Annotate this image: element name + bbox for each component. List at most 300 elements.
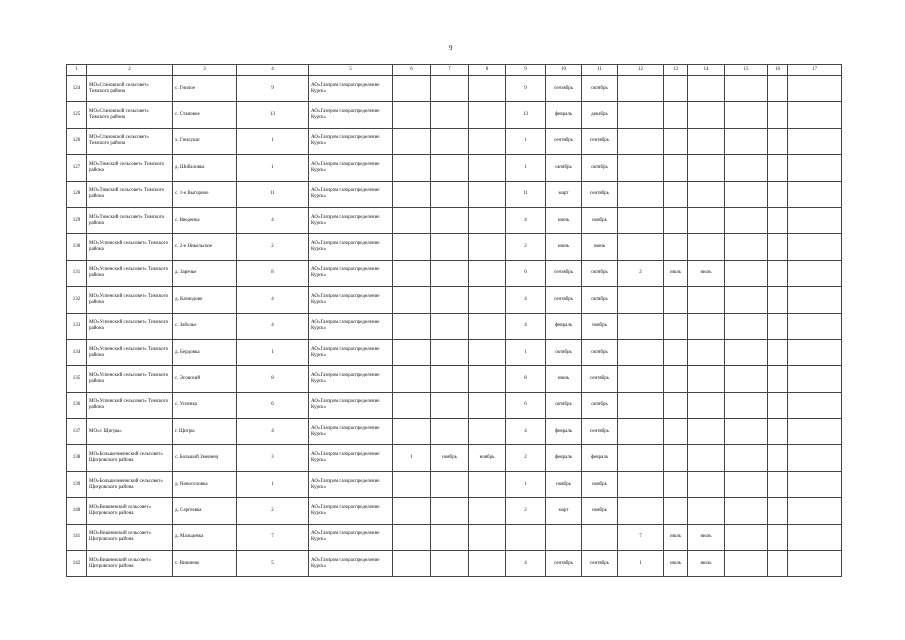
cell-col-9: 6 <box>506 392 546 418</box>
cell-col-7 <box>431 128 469 154</box>
cell-col-11: ноябрь <box>582 207 618 233</box>
cell-col-10: июнь <box>546 207 582 233</box>
cell-col-4: 4 <box>237 419 309 445</box>
cell-col-4: 2 <box>237 234 309 260</box>
cell-col-14 <box>688 498 725 524</box>
cell-col-8 <box>469 76 506 102</box>
cell-col-7 <box>431 524 469 550</box>
cell-col-4: 1 <box>237 339 309 365</box>
cell-col-9: 1 <box>506 471 546 497</box>
cell-col-7 <box>431 287 469 313</box>
cell-col-15 <box>725 339 768 365</box>
table-body <box>67 76 842 577</box>
cell-col-17 <box>788 445 842 471</box>
cell-col-6 <box>393 339 431 365</box>
cell-col-15 <box>725 392 768 418</box>
cell-col-7 <box>431 551 469 577</box>
cell-col-7 <box>431 339 469 365</box>
cell-col-15 <box>725 102 768 128</box>
cell-col-13 <box>664 234 688 260</box>
cell-col-1: 134 <box>67 339 87 365</box>
cell-col-14 <box>688 392 725 418</box>
cell-col-5: АО«Газпром газораспределение Курск» <box>309 392 393 418</box>
cell-col-12 <box>618 102 664 128</box>
cell-col-8 <box>469 339 506 365</box>
cell-col-17 <box>788 102 842 128</box>
cell-col-15 <box>725 524 768 550</box>
cell-col-10 <box>546 524 582 550</box>
column-header-15: 15 <box>725 65 768 76</box>
cell-col-13 <box>664 102 688 128</box>
cell-col-10: февраль <box>546 419 582 445</box>
cell-col-15 <box>725 313 768 339</box>
cell-col-3: д. Сергеевка <box>173 498 237 524</box>
cell-col-7 <box>431 313 469 339</box>
cell-col-6 <box>393 207 431 233</box>
cell-col-1: 138 <box>67 445 87 471</box>
cell-col-13 <box>664 155 688 181</box>
cell-col-12 <box>618 207 664 233</box>
cell-col-1: 131 <box>67 260 87 286</box>
cell-col-16 <box>768 181 788 207</box>
cell-col-8 <box>469 234 506 260</box>
cell-col-17 <box>788 207 842 233</box>
column-header-13: 13 <box>664 65 688 76</box>
cell-col-2: МО«Вишневский сельсовет» Щигровского района <box>87 524 173 550</box>
cell-col-2: МО«Успенский сельсовет» Тимского района <box>87 313 173 339</box>
cell-col-9: 13 <box>506 102 546 128</box>
cell-col-3: с. Становое <box>173 102 237 128</box>
cell-col-15 <box>725 76 768 102</box>
cell-col-1: 125 <box>67 102 87 128</box>
cell-col-14: июль <box>688 524 725 550</box>
cell-col-11: сентябрь <box>582 366 618 392</box>
cell-col-15 <box>725 498 768 524</box>
column-header-8: 8 <box>469 65 506 76</box>
cell-col-7: ноябрь <box>431 445 469 471</box>
cell-col-9: 1 <box>506 339 546 365</box>
cell-col-7 <box>431 207 469 233</box>
cell-col-7 <box>431 155 469 181</box>
cell-col-3: д. Бердовка <box>173 339 237 365</box>
cell-col-17 <box>788 234 842 260</box>
table-row <box>67 339 842 365</box>
cell-col-14 <box>688 155 725 181</box>
cell-col-5: АО«Газпром газораспределение Курск» <box>309 419 393 445</box>
cell-col-1: 139 <box>67 471 87 497</box>
column-header-17: 17 <box>788 65 842 76</box>
cell-col-5: АО«Газпром газораспределение Курск» <box>309 313 393 339</box>
cell-col-11: февраль <box>582 445 618 471</box>
cell-col-7 <box>431 181 469 207</box>
cell-col-16 <box>768 551 788 577</box>
cell-col-5: АО«Газпром газораспределение Курск» <box>309 551 393 577</box>
cell-col-13 <box>664 181 688 207</box>
cell-col-13 <box>664 313 688 339</box>
cell-col-12 <box>618 445 664 471</box>
cell-col-17 <box>788 551 842 577</box>
column-header-11: 11 <box>582 65 618 76</box>
cell-col-1: 135 <box>67 366 87 392</box>
cell-col-16 <box>768 76 788 102</box>
cell-col-11: сентябрь <box>582 181 618 207</box>
cell-col-16 <box>768 471 788 497</box>
cell-col-11: ноябрь <box>582 313 618 339</box>
cell-col-15 <box>725 234 768 260</box>
header-row <box>67 65 842 76</box>
cell-col-16 <box>768 366 788 392</box>
column-header-12: 12 <box>618 65 664 76</box>
cell-col-8 <box>469 155 506 181</box>
cell-col-10: февраль <box>546 313 582 339</box>
cell-col-8 <box>469 524 506 550</box>
cell-col-12 <box>618 498 664 524</box>
cell-col-6 <box>393 76 431 102</box>
cell-col-11: октябрь <box>582 339 618 365</box>
cell-col-17 <box>788 392 842 418</box>
cell-col-9: 2 <box>506 234 546 260</box>
cell-col-7 <box>431 76 469 102</box>
cell-col-11 <box>582 524 618 550</box>
cell-col-14 <box>688 339 725 365</box>
cell-col-5: АО«Газпром газораспределение Курск» <box>309 234 393 260</box>
cell-col-12 <box>618 76 664 102</box>
cell-col-9: 4 <box>506 287 546 313</box>
cell-col-2: МО«Становской сельсовет» Тимского района <box>87 76 173 102</box>
cell-col-16 <box>768 498 788 524</box>
cell-col-17 <box>788 471 842 497</box>
cell-col-5: АО«Газпром газораспределение Курск» <box>309 128 393 154</box>
cell-col-1: 137 <box>67 419 87 445</box>
cell-col-11: октябрь <box>582 260 618 286</box>
cell-col-7 <box>431 392 469 418</box>
cell-col-15 <box>725 445 768 471</box>
cell-col-14 <box>688 471 725 497</box>
cell-col-5: АО«Газпром газораспределение Курск» <box>309 207 393 233</box>
cell-col-7 <box>431 260 469 286</box>
table-row <box>67 551 842 577</box>
cell-col-2: МО«г. Щигры» <box>87 419 173 445</box>
cell-col-12 <box>618 234 664 260</box>
cell-col-11: сентябрь <box>582 128 618 154</box>
cell-col-1: 140 <box>67 498 87 524</box>
cell-col-12 <box>618 181 664 207</box>
cell-col-6 <box>393 498 431 524</box>
cell-col-2: МО«Тимский сельсовет» Тимского района <box>87 181 173 207</box>
cell-col-11: ноябрь <box>582 498 618 524</box>
cell-col-3: д. Шибаловка <box>173 155 237 181</box>
column-header-3: 3 <box>173 65 237 76</box>
cell-col-1: 130 <box>67 234 87 260</box>
cell-col-16 <box>768 287 788 313</box>
cell-col-6 <box>393 260 431 286</box>
table-row <box>67 102 842 128</box>
cell-col-15 <box>725 128 768 154</box>
cell-col-3: с. 2-е Никольское <box>173 234 237 260</box>
cell-col-17 <box>788 76 842 102</box>
cell-col-4: 7 <box>237 524 309 550</box>
cell-col-4: 11 <box>237 181 309 207</box>
cell-col-1: 126 <box>67 128 87 154</box>
cell-col-12 <box>618 419 664 445</box>
table-row <box>67 260 842 286</box>
column-header-7: 7 <box>431 65 469 76</box>
cell-col-11: октябрь <box>582 76 618 102</box>
cell-col-7 <box>431 234 469 260</box>
table-row <box>67 392 842 418</box>
cell-col-3: х. Гнилуши <box>173 128 237 154</box>
column-header-2: 2 <box>87 65 173 76</box>
cell-col-10: октябрь <box>546 392 582 418</box>
cell-col-2: МО«Успенский сельсовет» Тимского района <box>87 234 173 260</box>
column-header-4: 4 <box>237 65 309 76</box>
cell-col-6 <box>393 287 431 313</box>
cell-col-6 <box>393 366 431 392</box>
column-header-9: 9 <box>506 65 546 76</box>
cell-col-1: 128 <box>67 181 87 207</box>
cell-col-7 <box>431 419 469 445</box>
cell-col-11: сентябрь <box>582 551 618 577</box>
cell-col-5: АО«Газпром газораспределение Курск» <box>309 102 393 128</box>
cell-col-16 <box>768 339 788 365</box>
cell-col-5: АО«Газпром газораспределение Курск» <box>309 287 393 313</box>
cell-col-9: 2 <box>506 498 546 524</box>
cell-col-3: с. 1-е Выгорное <box>173 181 237 207</box>
cell-col-9: 1 <box>506 128 546 154</box>
cell-col-17 <box>788 128 842 154</box>
table-row <box>67 76 842 102</box>
cell-col-5: АО«Газпром газораспределение Курск» <box>309 524 393 550</box>
cell-col-10: ноябрь <box>546 471 582 497</box>
cell-col-12 <box>618 155 664 181</box>
table-row <box>67 234 842 260</box>
cell-col-10: февраль <box>546 445 582 471</box>
cell-col-17 <box>788 287 842 313</box>
cell-col-17 <box>788 260 842 286</box>
cell-col-6 <box>393 128 431 154</box>
cell-col-16 <box>768 128 788 154</box>
cell-col-2: МО«Успенский сельсовет» Тимского района <box>87 392 173 418</box>
cell-col-16 <box>768 155 788 181</box>
cell-col-4: 4 <box>237 287 309 313</box>
cell-col-6 <box>393 181 431 207</box>
cell-col-3: с. Вишнево <box>173 551 237 577</box>
cell-col-3: д. Мальцевка <box>173 524 237 550</box>
cell-col-9: 2 <box>506 445 546 471</box>
cell-col-10: март <box>546 498 582 524</box>
table-row <box>67 313 842 339</box>
cell-col-17 <box>788 498 842 524</box>
cell-col-15 <box>725 419 768 445</box>
cell-col-2: МО«Становской сельсовет» Тимского района <box>87 128 173 154</box>
cell-col-14 <box>688 287 725 313</box>
cell-col-8: ноябрь <box>469 445 506 471</box>
cell-col-16 <box>768 207 788 233</box>
cell-col-17 <box>788 366 842 392</box>
cell-col-8 <box>469 128 506 154</box>
cell-col-16 <box>768 392 788 418</box>
cell-col-17 <box>788 313 842 339</box>
cell-col-10: февраль <box>546 102 582 128</box>
cell-col-8 <box>469 471 506 497</box>
schedule-table <box>66 64 842 577</box>
cell-col-2: МО«Становской сельсовет» Тимского района <box>87 102 173 128</box>
cell-col-2: МО«Тимский сельсовет» Тимского района <box>87 207 173 233</box>
cell-col-1: 142 <box>67 551 87 577</box>
cell-col-11: сентябрь <box>582 419 618 445</box>
cell-col-13 <box>664 128 688 154</box>
cell-col-3: д. Казнодово <box>173 287 237 313</box>
cell-col-4: 13 <box>237 102 309 128</box>
cell-col-12 <box>618 128 664 154</box>
cell-col-15 <box>725 366 768 392</box>
cell-col-15 <box>725 551 768 577</box>
cell-col-9: 9 <box>506 76 546 102</box>
cell-col-13 <box>664 339 688 365</box>
cell-col-2: МО«Успенский сельсовет» Тимского района <box>87 260 173 286</box>
column-header-14: 14 <box>688 65 725 76</box>
cell-col-3: с. Гнилое <box>173 76 237 102</box>
cell-col-1: 133 <box>67 313 87 339</box>
table-row <box>67 419 842 445</box>
cell-col-12 <box>618 392 664 418</box>
cell-col-9: 8 <box>506 366 546 392</box>
cell-col-5: АО«Газпром газораспределение Курск» <box>309 445 393 471</box>
column-header-6: 6 <box>393 65 431 76</box>
cell-col-11: октябрь <box>582 155 618 181</box>
cell-col-5: АО«Газпром газораспределение Курск» <box>309 339 393 365</box>
cell-col-10: сентябрь <box>546 260 582 286</box>
cell-col-14 <box>688 207 725 233</box>
cell-col-13 <box>664 287 688 313</box>
cell-col-16 <box>768 234 788 260</box>
cell-col-6 <box>393 471 431 497</box>
cell-col-5: АО«Газпром газораспределение Курск» <box>309 471 393 497</box>
cell-col-11: ноябрь <box>582 471 618 497</box>
cell-col-17 <box>788 524 842 550</box>
cell-col-5: АО«Газпром газораспределение Курск» <box>309 260 393 286</box>
cell-col-8 <box>469 366 506 392</box>
cell-col-12 <box>618 287 664 313</box>
table-row <box>67 287 842 313</box>
cell-col-15 <box>725 181 768 207</box>
cell-col-9: 11 <box>506 181 546 207</box>
cell-col-10: сентябрь <box>546 76 582 102</box>
cell-col-14 <box>688 313 725 339</box>
cell-col-10: сентябрь <box>546 287 582 313</box>
cell-col-6 <box>393 524 431 550</box>
cell-col-16 <box>768 313 788 339</box>
table-row <box>67 471 842 497</box>
cell-col-4: 2 <box>237 498 309 524</box>
cell-col-3: с. Эсовский <box>173 366 237 392</box>
table-row <box>67 445 842 471</box>
cell-col-16 <box>768 524 788 550</box>
cell-col-17 <box>788 339 842 365</box>
cell-col-13 <box>664 419 688 445</box>
cell-col-14 <box>688 76 725 102</box>
cell-col-15 <box>725 207 768 233</box>
cell-col-12 <box>618 313 664 339</box>
cell-col-5: АО«Газпром газораспределение Курск» <box>309 76 393 102</box>
cell-col-11: октябрь <box>582 392 618 418</box>
cell-col-8 <box>469 419 506 445</box>
cell-col-14: июль <box>688 260 725 286</box>
cell-col-2: МО«Успенский сельсовет» Тимского района <box>87 287 173 313</box>
cell-col-13 <box>664 471 688 497</box>
cell-col-3: д. Новоселовка <box>173 471 237 497</box>
cell-col-5: АО«Газпром газораспределение Курск» <box>309 181 393 207</box>
cell-col-9: 4 <box>506 207 546 233</box>
cell-col-10: сентябрь <box>546 551 582 577</box>
cell-col-3: с. Большой Змеинец <box>173 445 237 471</box>
cell-col-1: 124 <box>67 76 87 102</box>
cell-col-1: 141 <box>67 524 87 550</box>
cell-col-5: АО«Газпром газораспределение Курск» <box>309 366 393 392</box>
cell-col-12: 2 <box>618 260 664 286</box>
column-header-16: 16 <box>768 65 788 76</box>
cell-col-13 <box>664 392 688 418</box>
cell-col-9: 4 <box>506 551 546 577</box>
cell-col-2: МО«Успенский сельсовет» Тимского района <box>87 339 173 365</box>
cell-col-6: 1 <box>393 445 431 471</box>
page-number: 9 <box>449 44 453 52</box>
cell-col-4: 5 <box>237 551 309 577</box>
cell-col-4: 4 <box>237 207 309 233</box>
cell-col-7 <box>431 102 469 128</box>
cell-col-1: 127 <box>67 155 87 181</box>
cell-col-15 <box>725 471 768 497</box>
cell-col-15 <box>725 155 768 181</box>
cell-col-11: июнь <box>582 234 618 260</box>
cell-col-5: АО«Газпром газораспределение Курск» <box>309 498 393 524</box>
cell-col-1: 129 <box>67 207 87 233</box>
cell-col-15 <box>725 260 768 286</box>
cell-col-4: 8 <box>237 260 309 286</box>
cell-col-9: 4 <box>506 313 546 339</box>
cell-col-6 <box>393 551 431 577</box>
cell-col-4: 1 <box>237 155 309 181</box>
cell-col-9: 4 <box>506 419 546 445</box>
cell-col-4: 9 <box>237 76 309 102</box>
cell-col-4: 4 <box>237 313 309 339</box>
cell-col-13 <box>664 366 688 392</box>
cell-col-9: 1 <box>506 155 546 181</box>
cell-col-17 <box>788 181 842 207</box>
cell-col-10: октябрь <box>546 339 582 365</box>
cell-col-16 <box>768 102 788 128</box>
cell-col-6 <box>393 313 431 339</box>
cell-col-8 <box>469 392 506 418</box>
cell-col-2: МО«Вишневский сельсовет» Щигровского района <box>87 551 173 577</box>
cell-col-14 <box>688 102 725 128</box>
cell-col-7 <box>431 471 469 497</box>
column-header-10: 10 <box>546 65 582 76</box>
cell-col-2: МО«Тимский сельсовет» Тимского района <box>87 155 173 181</box>
cell-col-8 <box>469 102 506 128</box>
cell-col-7 <box>431 498 469 524</box>
table-row <box>67 207 842 233</box>
cell-col-13 <box>664 207 688 233</box>
cell-col-8 <box>469 551 506 577</box>
cell-col-17 <box>788 155 842 181</box>
cell-col-12 <box>618 339 664 365</box>
cell-col-14 <box>688 366 725 392</box>
cell-col-13 <box>664 445 688 471</box>
table-row <box>67 366 842 392</box>
cell-col-8 <box>469 498 506 524</box>
cell-col-11: октябрь <box>582 287 618 313</box>
